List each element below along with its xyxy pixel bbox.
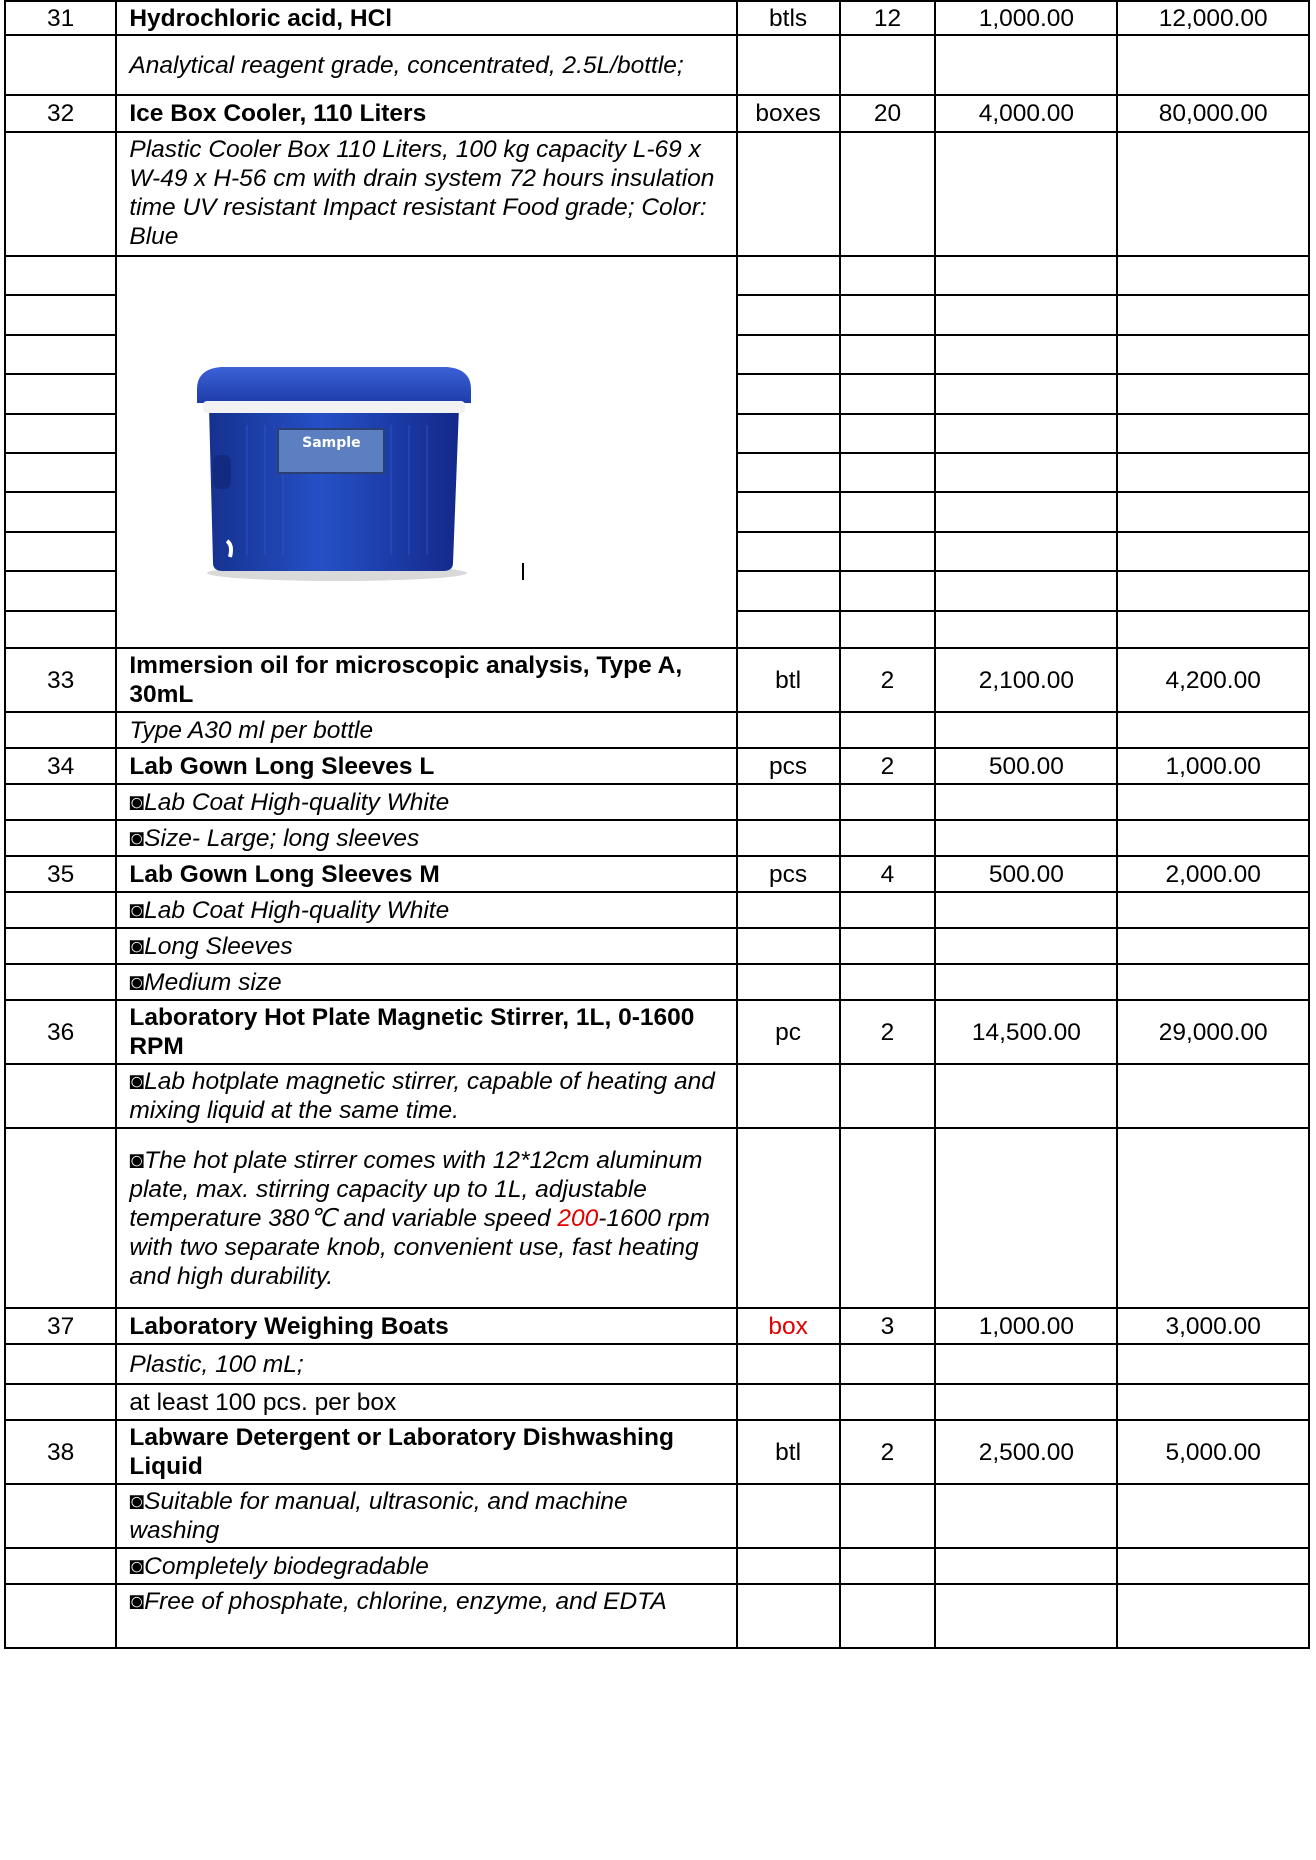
item-unit-price: 14,500.00	[935, 1000, 1117, 1064]
bullet-icon: ◙	[129, 788, 145, 816]
item-quantity: 2	[840, 648, 936, 712]
table-row	[5, 856, 1309, 892]
sample-label: Sample	[302, 435, 361, 451]
table-row	[5, 648, 1309, 712]
item-spec: ◙Long Sleeves	[116, 928, 736, 964]
item-spec: Type A30 ml per bottle	[116, 712, 736, 748]
bullet-icon: ◙	[129, 896, 145, 924]
item-unit-price: 1,000.00	[935, 1308, 1117, 1344]
table-row	[5, 1548, 1309, 1584]
item-unit: btls	[737, 1, 840, 35]
item-spec: at least 100 pcs. per box	[116, 1384, 736, 1420]
item-number: 34	[5, 748, 116, 784]
table-row	[5, 95, 1309, 132]
item-name: Laboratory Weighing Boats	[116, 1308, 736, 1344]
item-quantity: 2	[840, 1420, 936, 1484]
highlighted-value: 200	[557, 1204, 599, 1232]
item-unit: boxes	[737, 95, 840, 132]
table-row	[5, 1000, 1309, 1064]
table-row	[5, 748, 1309, 784]
bullet-icon: ◙	[129, 1146, 145, 1174]
item-total: 5,000.00	[1117, 1420, 1309, 1484]
item-quantity: 3	[840, 1308, 936, 1344]
item-spec: ◙Size- Large; long sleeves	[116, 820, 736, 856]
bullet-icon: ◙	[129, 1552, 145, 1580]
item-unit: box	[737, 1308, 840, 1344]
table-row	[5, 1420, 1309, 1484]
item-unit-price: 2,500.00	[935, 1420, 1117, 1484]
item-unit: btl	[737, 648, 840, 712]
table-row	[5, 820, 1309, 856]
item-total: 4,200.00	[1117, 648, 1309, 712]
item-name: Ice Box Cooler, 110 Liters	[116, 95, 736, 132]
item-total: 12,000.00	[1117, 1, 1309, 35]
bullet-icon: ◙	[129, 824, 145, 852]
item-total: 3,000.00	[1117, 1308, 1309, 1344]
item-unit-price: 2,100.00	[935, 648, 1117, 712]
table-row	[5, 1344, 1309, 1384]
item-spec: ◙Free of phosphate, chlorine, enzyme, and EDTA	[116, 1584, 736, 1648]
table-row	[5, 35, 1309, 95]
item-unit: pcs	[737, 856, 840, 892]
item-total: 80,000.00	[1117, 95, 1309, 132]
table-row	[5, 892, 1309, 928]
bullet-icon: ◙	[129, 1488, 145, 1515]
item-number: 32	[5, 95, 116, 132]
item-spec: ◙Lab Coat High-quality White	[116, 784, 736, 820]
table-row	[5, 1064, 1309, 1128]
specs-table	[4, 0, 1310, 1649]
product-image-cell	[116, 256, 736, 648]
item-name: Immersion oil for microscopic analysis, Type A, 30mL	[116, 648, 736, 712]
table-row	[5, 1484, 1309, 1548]
item-total: 1,000.00	[1117, 748, 1309, 784]
item-number: 37	[5, 1308, 116, 1344]
item-name: Labware Detergent or Laboratory Dishwashing Liquid	[116, 1420, 736, 1484]
table-row	[5, 784, 1309, 820]
item-name: Hydrochloric acid, HCl	[116, 1, 736, 35]
item-spec: ◙Suitable for manual, ultrasonic, and machine washing	[116, 1484, 736, 1548]
item-unit-price: 500.00	[935, 748, 1117, 784]
item-number: 33	[5, 648, 116, 712]
document-page	[4, 0, 1314, 1860]
item-unit: pcs	[737, 748, 840, 784]
text-cursor-mark	[522, 563, 524, 580]
table-row	[5, 1, 1309, 35]
table-row	[5, 964, 1309, 1000]
item-unit-price: 4,000.00	[935, 95, 1117, 132]
table-row	[5, 928, 1309, 964]
item-total: 2,000.00	[1117, 856, 1309, 892]
item-spec: ◙Completely biodegradable	[116, 1548, 736, 1584]
item-number: 31	[5, 1, 116, 35]
item-spec: ◙The hot plate stirrer comes with 12*12cm aluminum plate, max. stirring capacity up to 1L, adjustable temperature 380℃ and variable speed 200-1600 rpm with two separate knob, convenient use, fast heating and high durability.	[116, 1128, 736, 1308]
item-spec: Analytical reagent grade, concentrated, 2.5L/bottle;	[116, 35, 736, 95]
bullet-icon: ◙	[129, 968, 145, 996]
table-row	[5, 1128, 1309, 1308]
item-number: 35	[5, 856, 116, 892]
item-quantity: 4	[840, 856, 936, 892]
item-name: Lab Gown Long Sleeves M	[116, 856, 736, 892]
item-name: Lab Gown Long Sleeves L	[116, 748, 736, 784]
item-unit-price: 1,000.00	[935, 1, 1117, 35]
table-row	[5, 132, 1309, 256]
item-name: Laboratory Hot Plate Magnetic Stirrer, 1L, 0-1600 RPM	[116, 1000, 736, 1064]
table-row	[5, 1384, 1309, 1420]
item-unit: pc	[737, 1000, 840, 1064]
table-row	[5, 1584, 1309, 1648]
item-spec: ◙Lab Coat High-quality White	[116, 892, 736, 928]
item-number: 38	[5, 1420, 116, 1484]
item-number: 36	[5, 1000, 116, 1064]
item-spec: Plastic Cooler Box 110 Liters, 100 kg capacity L-69 x W-49 x H-56 cm with drain system 72 hours insulation time UV resistant Impact resistant Food grade; Color: Blue	[116, 132, 736, 256]
item-quantity: 12	[840, 1, 936, 35]
item-spec: Plastic, 100 mL;	[116, 1344, 736, 1384]
item-quantity: 20	[840, 95, 936, 132]
table-row	[5, 1308, 1309, 1344]
item-unit: btl	[737, 1420, 840, 1484]
table-row	[5, 712, 1309, 748]
item-unit-price: 500.00	[935, 856, 1117, 892]
item-quantity: 2	[840, 1000, 936, 1064]
bullet-icon: ◙	[129, 1068, 145, 1095]
bullet-icon: ◙	[129, 932, 145, 960]
item-quantity: 2	[840, 748, 936, 784]
bullet-icon: ◙	[129, 1588, 145, 1615]
item-spec: ◙Medium size	[116, 964, 736, 1000]
item-spec: ◙Lab hotplate magnetic stirrer, capable of heating and mixing liquid at the same time.	[116, 1064, 736, 1128]
item-total: 29,000.00	[1117, 1000, 1309, 1064]
